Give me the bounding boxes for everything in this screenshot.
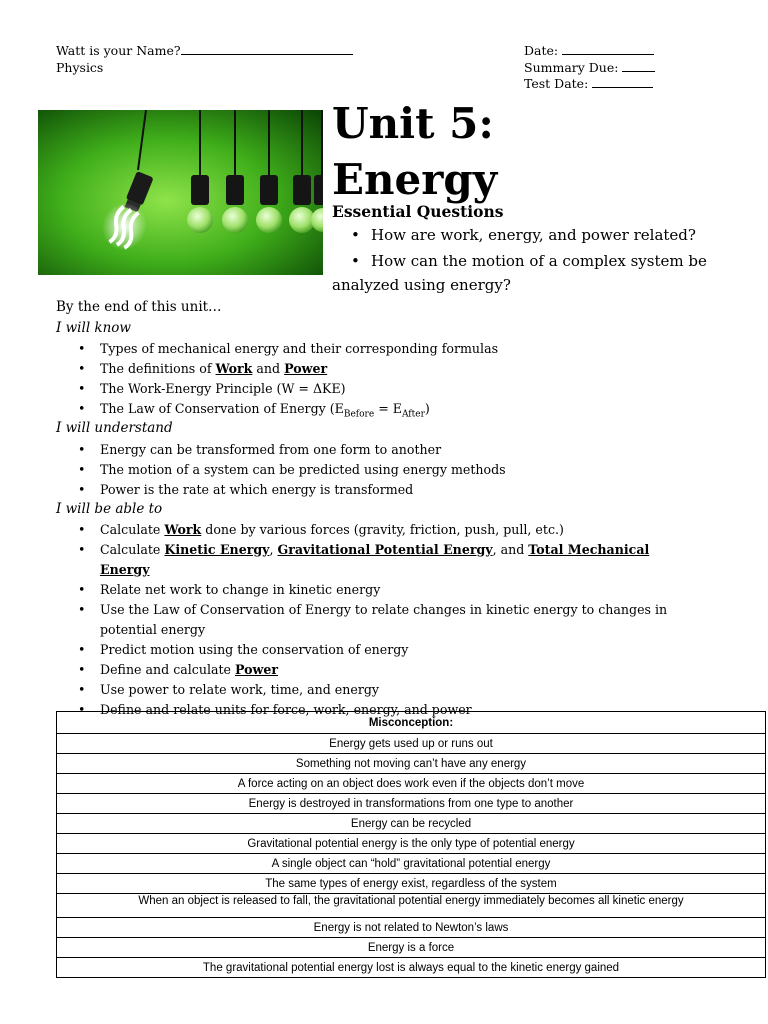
table-row <box>57 958 766 978</box>
able-heading: I will be able to <box>56 501 163 517</box>
understand-heading: I will understand <box>56 420 173 436</box>
list-item: • The Work-Energy Principle (W = ΔKE) <box>56 379 696 399</box>
table-cell: Energy is a force <box>57 938 766 958</box>
summary-label: Summary Due: <box>524 60 619 75</box>
list-item: • Power is the rate at which energy is transformed <box>56 480 696 500</box>
list-item: • Define and calculate Power <box>56 660 696 680</box>
table-row <box>57 938 766 958</box>
table-row <box>57 874 766 894</box>
list-item: • The motion of a system can be predicted using energy methods <box>56 460 696 480</box>
table-row <box>57 834 766 854</box>
know-heading: I will know <box>56 320 131 336</box>
know-list <box>56 339 696 425</box>
title-line-1: Unit 5: <box>332 99 494 148</box>
date-blank[interactable] <box>562 42 654 55</box>
table-row <box>57 774 766 794</box>
list-item: • Predict motion using the conservation of energy <box>56 640 696 660</box>
table-cell: Energy can be recycled <box>57 814 766 834</box>
table-row <box>57 794 766 814</box>
date-line <box>524 42 654 59</box>
unit-intro: By the end of this unit… <box>56 299 222 315</box>
list-item: • The Law of Conservation of Energy $(E_{Before} = E_{After})$ <box>56 399 696 425</box>
misconception-table <box>56 711 766 978</box>
test-label: Test Date: <box>524 76 589 91</box>
essential-question-2: • How can the motion of a complex system be <box>351 252 707 270</box>
title-line-2: Energy <box>332 155 498 204</box>
table-row <box>57 734 766 754</box>
list-item: • Relate net work to change in kinetic energy <box>56 580 696 600</box>
understand-list <box>56 440 696 500</box>
summary-blank[interactable] <box>622 59 655 72</box>
table-cell: Energy is not related to Newton’s laws <box>57 918 766 938</box>
table-header-row <box>57 712 766 734</box>
list-item: • Use the Law of Conservation of Energy to relate changes in kinetic energy to changes in potential energy <box>56 600 696 640</box>
table-row <box>57 894 766 918</box>
name-line <box>56 42 353 59</box>
test-line <box>524 75 653 92</box>
table-cell: The same types of energy exist, regardless of the system <box>57 874 766 894</box>
table-cell: A single object can “hold” gravitational potential energy <box>57 854 766 874</box>
table-row <box>57 918 766 938</box>
table-cell: A force acting on an object does work even if the objects don’t move <box>57 774 766 794</box>
table-cell: Gravitational potential energy is the only type of potential energy <box>57 834 766 854</box>
light-bulbs-image <box>38 110 323 275</box>
name-label: Watt is your Name? <box>56 43 181 58</box>
list-item: • Calculate Work done by various forces (gravity, friction, push, pull, etc.) <box>56 520 696 540</box>
list-item: • The definitions of Work and Power <box>56 359 696 379</box>
table-cell: Energy is destroyed in transformations from one type to another <box>57 794 766 814</box>
essential-question-1: • How are work, energy, and power related? <box>351 226 696 244</box>
table-cell: When an object is released to fall, the gravitational potential energy immediately becomes all kinetic energy <box>57 894 766 918</box>
list-item: • Calculate Kinetic Energy, Gravitational Potential Energy, and Total Mechanical Energy <box>56 540 696 580</box>
name-blank[interactable] <box>181 42 353 55</box>
date-label: Date: <box>524 43 559 58</box>
table-cell: Something not moving can’t have any energy <box>57 754 766 774</box>
test-blank[interactable] <box>592 75 653 88</box>
table-row <box>57 754 766 774</box>
list-item: • Use power to relate work, time, and energy <box>56 680 696 700</box>
table-row <box>57 854 766 874</box>
list-item: • Types of mechanical energy and their corresponding formulas <box>56 339 696 359</box>
table-cell: The gravitational potential energy lost is always equal to the kinetic energy gained <box>57 958 766 978</box>
essential-question-2-cont: analyzed using energy? <box>332 276 511 294</box>
list-item: • Energy can be transformed from one form to another <box>56 440 696 460</box>
page-title <box>332 96 497 208</box>
summary-line <box>524 59 655 76</box>
able-list <box>56 520 696 720</box>
table-row <box>57 814 766 834</box>
table-header: Misconception: <box>57 712 766 734</box>
subject-label: Physics <box>56 60 104 75</box>
table-cell: Energy gets used up or runs out <box>57 734 766 754</box>
list-item: • Define and relate units for force, work, energy, and power <box>56 700 696 720</box>
essential-questions-heading: Essential Questions <box>332 202 504 221</box>
